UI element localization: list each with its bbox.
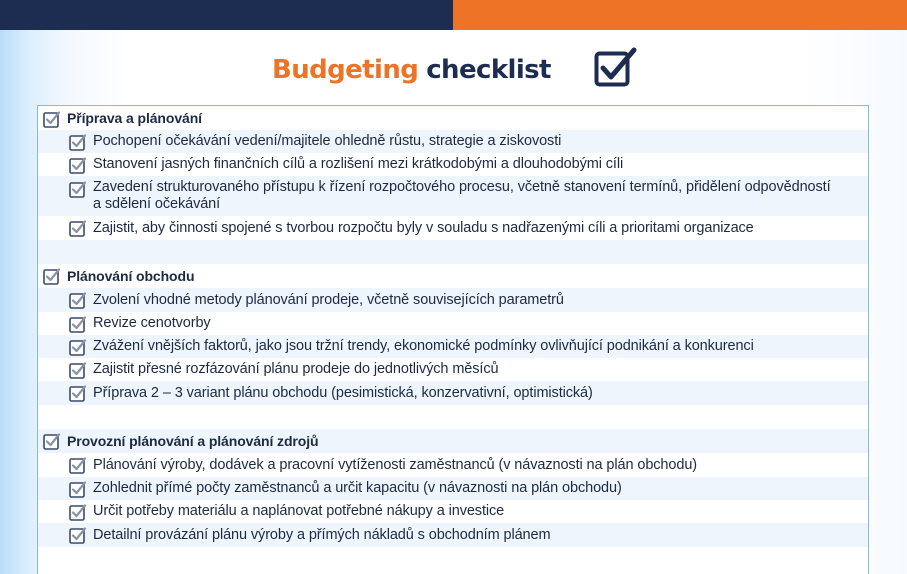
spacer-row xyxy=(38,405,868,429)
checklist-item: Zvážení vnějších faktorů, jako jsou tržní trendy, ekonomické podmínky ovlivňující podnikání a konkurenci xyxy=(38,335,868,358)
title-word-budgeting: Budgeting xyxy=(272,55,419,85)
checkbox-icon[interactable] xyxy=(43,267,61,285)
checklist-item: Detailní provázání plánu výroby a přímých nákladů s obchodním plánem xyxy=(38,523,868,547)
title-word-checklist: checklist xyxy=(426,55,551,85)
checkbox-icon[interactable] xyxy=(69,338,87,356)
checkbox-icon[interactable] xyxy=(69,156,87,174)
spacer-row xyxy=(38,547,868,571)
checkbox-icon[interactable] xyxy=(69,361,87,379)
checklist-item: Zajistit, aby činnosti spojené s tvorbou rozpočtu byly v souladu s nadřazenými cíli a prioritami organizace xyxy=(38,216,868,240)
section-heading: Plánování obchodu xyxy=(38,264,868,288)
checkbox-icon[interactable] xyxy=(69,384,87,402)
checkbox-icon[interactable] xyxy=(69,291,87,309)
checkbox-icon[interactable] xyxy=(43,110,61,128)
checkbox-icon[interactable] xyxy=(69,133,87,151)
checklist-item: Určit potřeby materiálu a naplánovat potřebné nákupy a investice xyxy=(38,500,868,523)
checklist-item: Plánování výroby, dodávek a pracovní vytíženosti zaměstnanců (v návaznosti na plán obchodu) xyxy=(38,453,868,477)
header-bar-orange xyxy=(453,0,907,30)
checklist-checkbox-icon xyxy=(594,47,638,89)
checklist-panel xyxy=(37,105,869,574)
header-bar-navy xyxy=(0,0,453,30)
checklist-item: Zohlednit přímé počty zaměstnanců a určit kapacitu (v návaznosti na plán obchodu) xyxy=(38,477,868,500)
checkbox-icon[interactable] xyxy=(69,503,87,521)
checklist-item: Příprava 2 – 3 variant plánu obchodu (pesimistická, konzervativní, optimistická) xyxy=(38,381,868,405)
checkbox-icon[interactable] xyxy=(69,480,87,498)
checkbox-icon[interactable] xyxy=(69,456,87,474)
checklist-item: Zvolení vhodné metody plánování prodeje, včetně souvisejících parametrů xyxy=(38,288,868,312)
checklist-item: Zavedení strukturovaného přístupu k řízení rozpočtového procesu, včetně stanovení termínů, přidělení odpovědností a sdělení očekávání xyxy=(38,176,868,216)
checklist-item: Pochopení očekávání vedení/majitele ohledně růstu, strategie a ziskovosti xyxy=(38,130,868,153)
page-title xyxy=(272,50,551,90)
section-heading: Příprava a plánování xyxy=(38,107,868,130)
checkbox-icon[interactable] xyxy=(43,432,61,450)
checkbox-icon[interactable] xyxy=(69,180,87,198)
checklist-item: Revize cenotvorby xyxy=(38,312,868,335)
checklist-item: Stanovení jasných finančních cílů a rozlišení mezi krátkodobými a dlouhodobými cíli xyxy=(38,153,868,176)
checkbox-icon[interactable] xyxy=(69,315,87,333)
checkbox-icon[interactable] xyxy=(69,526,87,544)
section-heading: Provozní plánování a plánování zdrojů xyxy=(38,429,868,453)
checkbox-icon[interactable] xyxy=(69,219,87,237)
checklist-item: Zajistit přesné rozfázování plánu prodeje do jednotlivých měsíců xyxy=(38,358,868,381)
spacer-row xyxy=(38,240,868,264)
